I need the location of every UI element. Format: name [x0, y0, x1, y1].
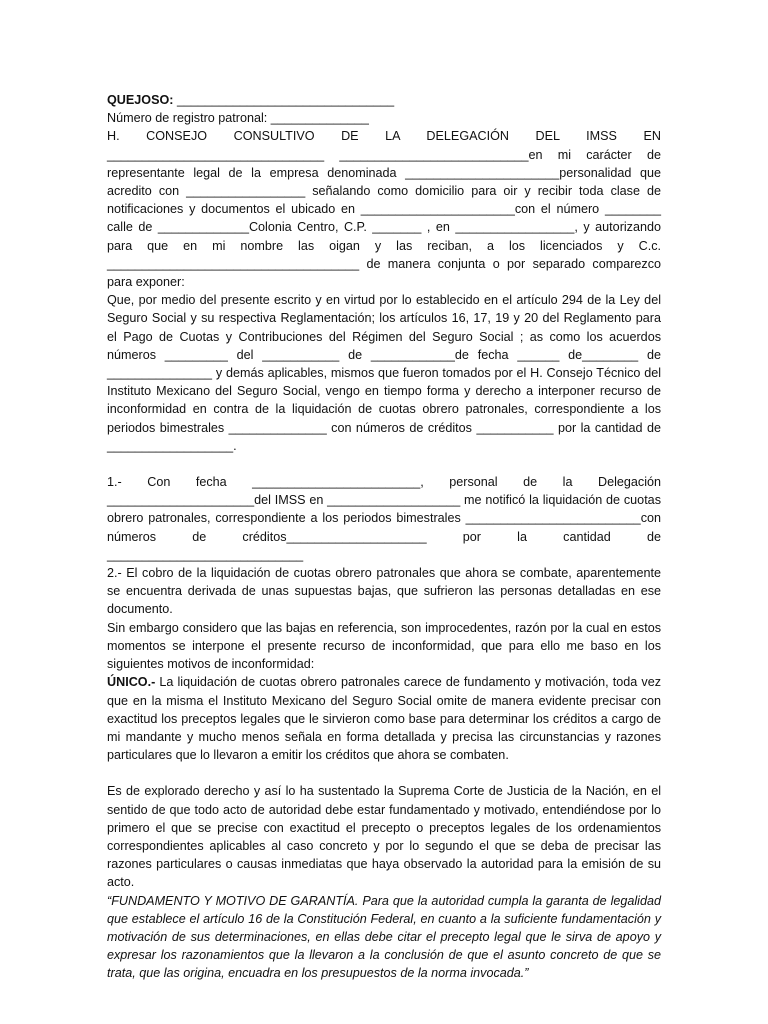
quejoso-blank: _______________________________ [173, 93, 395, 107]
unico-text: La liquidación de cuotas obrero patronales carece de fundamento y motivación, toda vez que en la misma el Instituto Mexicano del Seguro Social omite de manera evidente precisar con exactitud los preceptos legales que le sirvieron como base para determinar los créditos a cargo de mi mandante y mucho menos señala en forma detallada y precisa las circunstancias y razones particulares que lo llevaron a emitir los créditos que ahora se combaten. [107, 675, 661, 763]
point-one-paragraph: 1.- Con fecha ________________________, personal de la Delegación _____________________del IMSS en ___________________ me notificó la liquidación de cuotas obrero patronales, correspondiente a los periodos bimestrales _________________________con números de créditos____________________ por la cantidad de ____________________________ [107, 475, 661, 562]
que-paragraph: Que, por medio del presente escrito y en virtud por lo establecido en el artículo 294 de la Ley del Seguro Social y su respectiva Reglamentación; los artículos 16, 17, 19 y 20 del Reglamento para el Pago de Cuotas y Contribuciones del Régimen del Seguro Social ; as como los acuerdos números _________ del ___________ de ____________de fecha ______ de________ de _______________ y demás aplicables, mismos que fueron tomados por el H. Consejo Técnico del Instituto Mexicano del Seguro Social, vengo en tiempo forma y derecho a interponer recurso de inconformidad en contra de la liquidación de cuotas obrero patronales, correspondiente a los periodos bimestrales ______________ con números de créditos ___________ por la cantidad de __________________. [107, 293, 661, 453]
intro-paragraph: H. CONSEJO CONSULTIVO DE LA DELEGACIÓN DEL IMSS EN _______________________________ ___________________________en mi carácter de representante legal de la empresa denominada ______________________personalidad que acredito con _________________ señalando como domicilio para oir y recibir toda clase de notificaciones y documentos el ubicado en ______________________con el número ________ calle de _____________Colonia Centro, C.P. _______ , en _________________, y autorizando para que en mi nombre las oigan y las reciban, a los licenciados y C.c. ____________________________________ de manera conjunta o por separado comparezco para exponer: [107, 129, 661, 290]
unico-paragraph [107, 673, 661, 764]
registro-patronal-line: Número de registro patronal: ______________ [107, 111, 369, 126]
document-body [107, 91, 661, 983]
quejoso-line [107, 91, 661, 109]
explorado-paragraph: Es de explorado derecho y así lo ha sustentado la Suprema Corte de Justicia de la Nación, en el sentido de que todo acto de autoridad debe estar fundamentado y motivado, entendiéndose por lo primero el que se precise con exactitud el precepto o preceptos legales de los ordenamientos correspondientes aplicables al caso concreto y por lo segundo el que se deba de precisar las razones particulares o causas inmediatas que haya observado la autoridad para la emisión de su acto. [107, 784, 661, 890]
unico-label: ÚNICO.- [107, 675, 156, 690]
sin-embargo-paragraph: Sin embargo considero que las bajas en referencia, son improcedentes, razón por la cual en estos momentos se interpone el presente recurso de inconformidad, que para ello me baso en los siguientes motivos de inconformidad: [107, 620, 661, 672]
point-two-paragraph: 2.- El cobro de la liquidación de cuotas obrero patronales que ahora se combate, aparentemente se encuentra derivada de unas supuestas bajas, que sufrieron las personas detalladas en ese documento. [107, 566, 661, 617]
quejoso-label: QUEJOSO: [107, 93, 174, 107]
paragraph-gap [107, 764, 661, 782]
paragraph-gap [107, 455, 661, 473]
jurisprudence-quote: “FUNDAMENTO Y MOTIVO DE GARANTÍA. Para que la autoridad cumpla la garanta de legalidad que establece el artículo 16 de la Constitución Federal, en cuanto a la suficiente fundamentación y motivación de sus determinaciones, en ellas debe citar el precepto legal que le sirva de apoyo y expresar los razonamientos que la llevaron a la conclusión de que el asunto concreto de que se trata, que las origina, encuadra en los presupuestos de la norma invocada.” [107, 893, 661, 981]
